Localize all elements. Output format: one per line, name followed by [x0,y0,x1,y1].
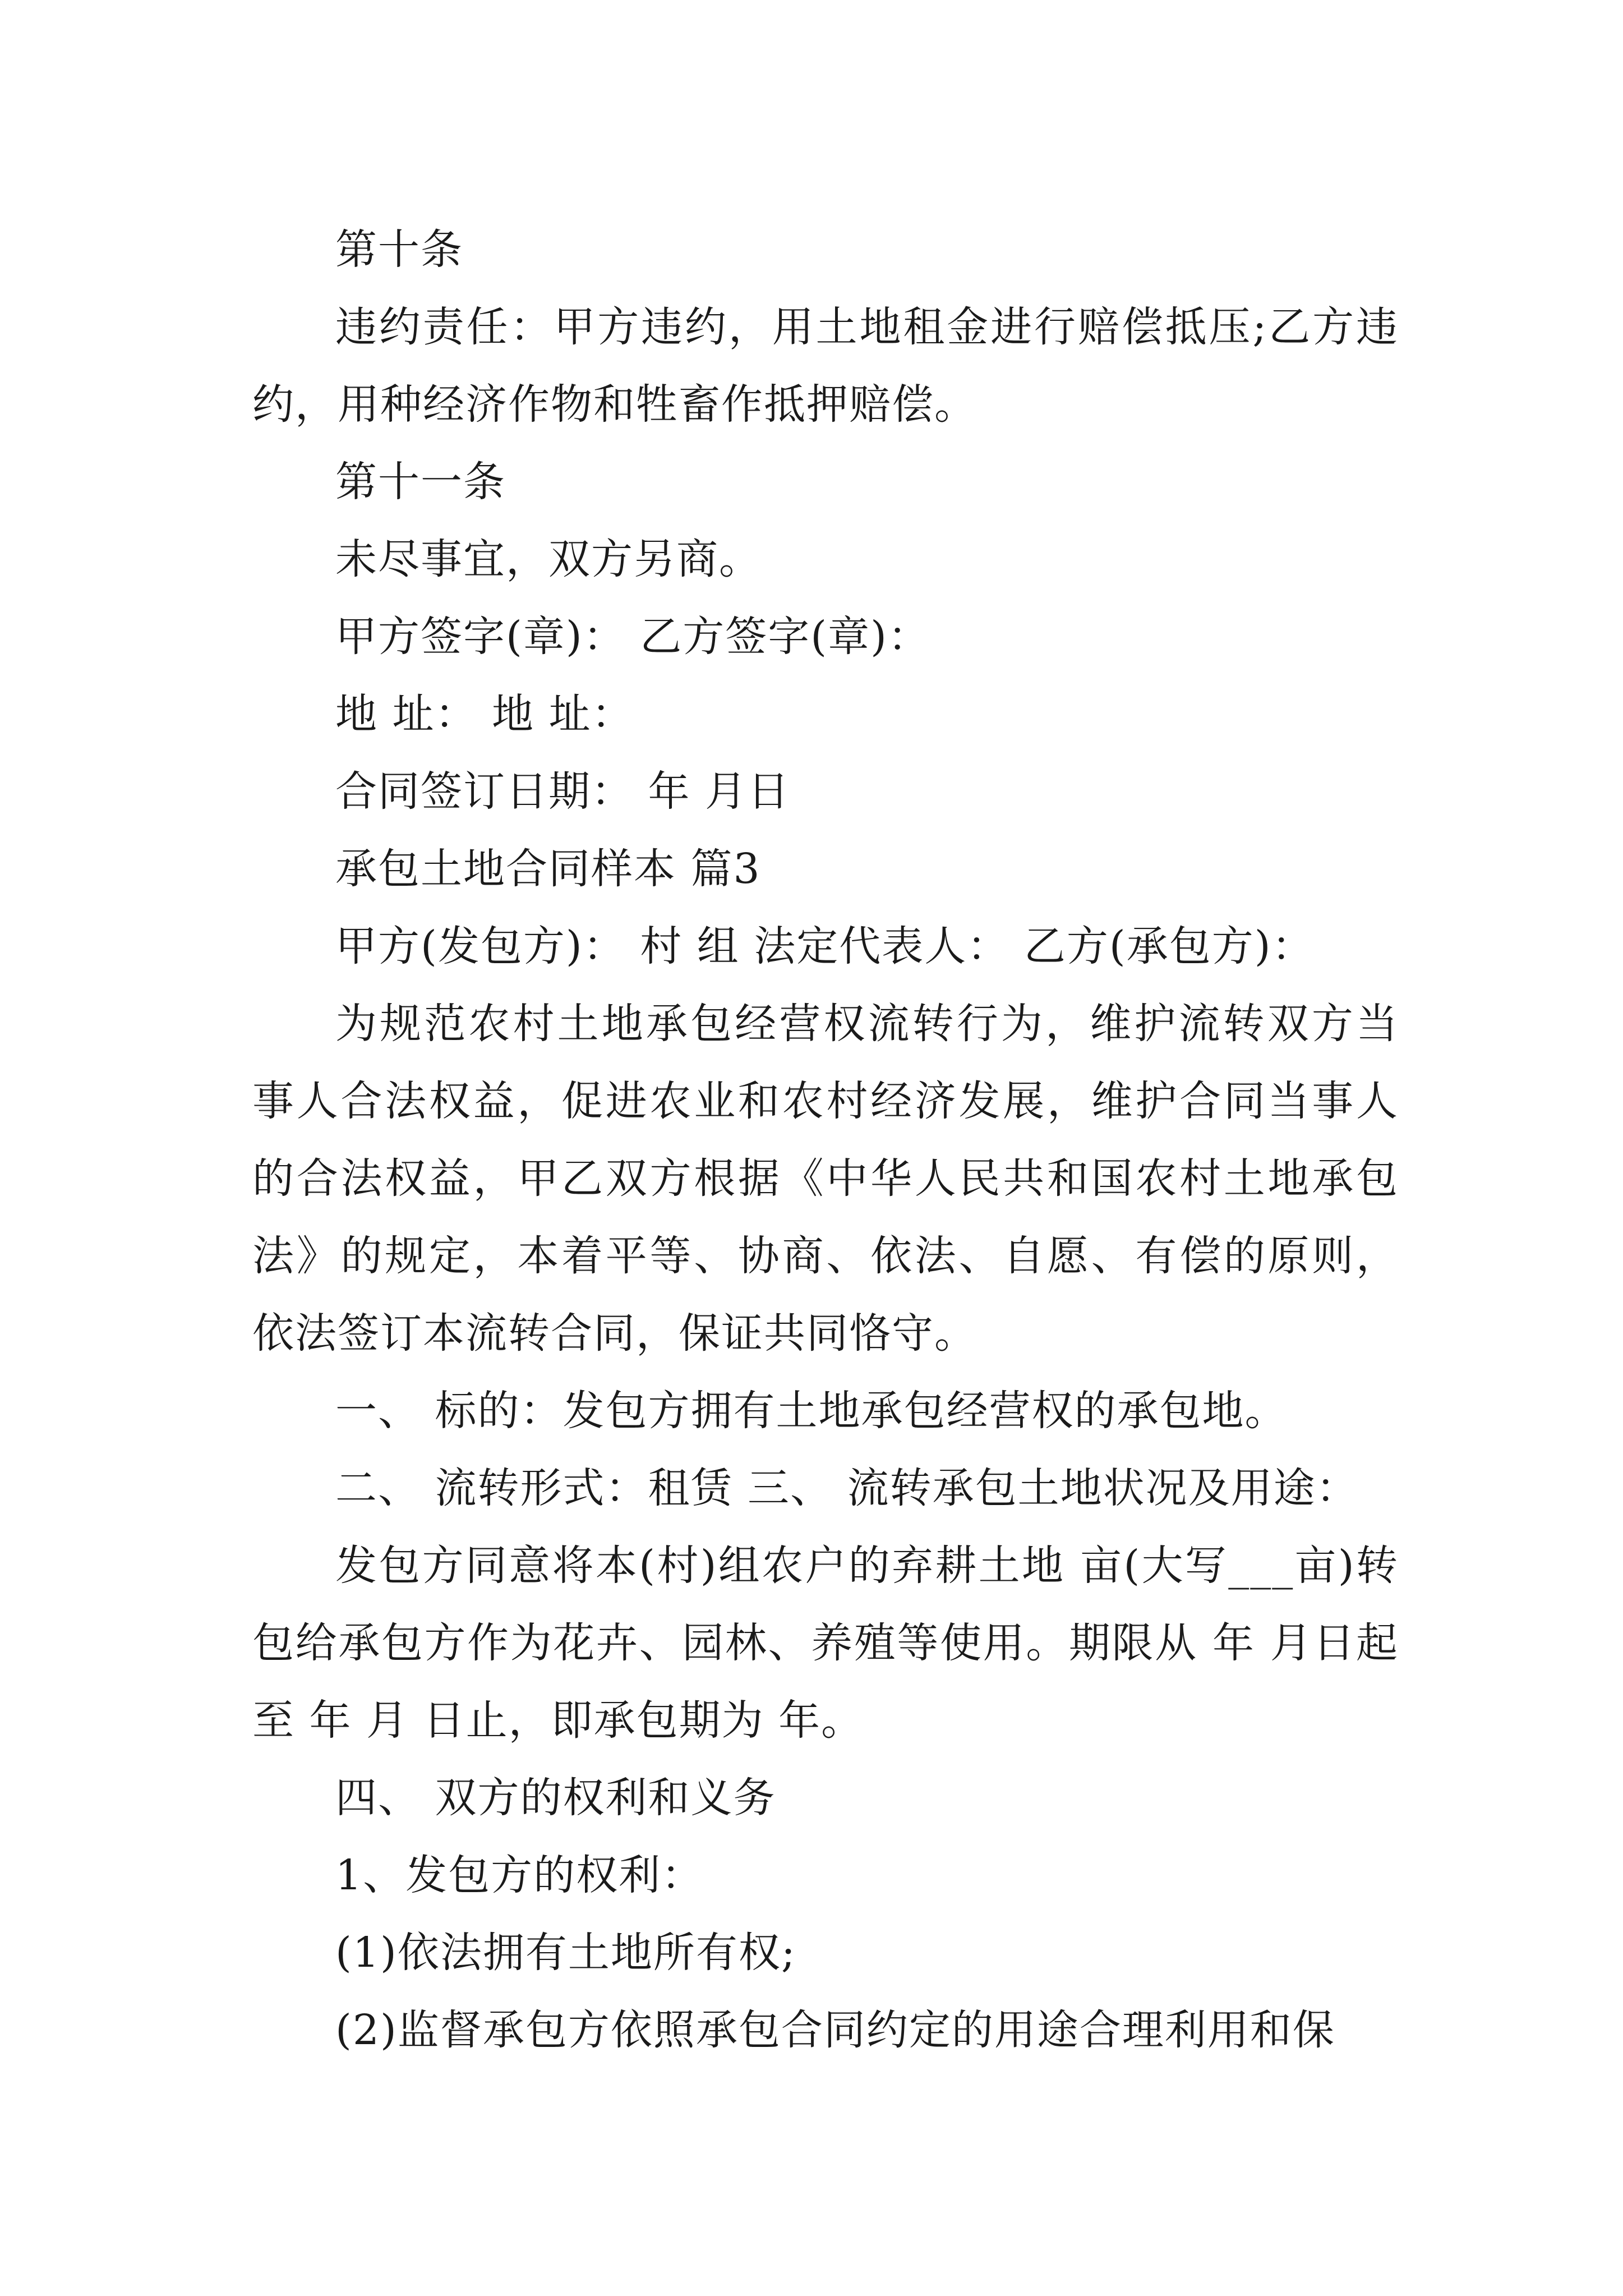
clause-4-rights-obligations: 四、 双方的权利和义务 [335,1774,776,1822]
issuer-right-1: (1)依法拥有土地所有权; [335,1929,796,1977]
preamble-paragraph: 为规范农村土地承包经营权流转行为，维护流转双方当事人合法权益，促进农业和农村经济发展，维护合同当事人的合法权益，甲乙双方根据《中华人民共和国农村土地承包法》的规定，本着平等、协商、依法、自愿、有偿的原则，依法签订本流转合同，保证共同恪守。 [252,1000,1399,1358]
address-line: 地 址： 地 址： [335,690,634,738]
signature-line: 甲方签字(章)： 乙方签字(章)： [335,613,931,661]
issuer-rights-heading: 1、发包方的权利： [335,1851,704,1899]
article-10-heading: 第十条 [335,226,463,274]
section-title: 承包土地合同样本 篇3 [335,845,761,893]
clause-1-subject: 一、 标的：发包方拥有土地承包经营权的承包地。 [335,1387,1288,1435]
land-transfer-paragraph: 发包方同意将本(村)组农户的弃耕土地 亩(大写___亩)转包给承包方作为花卉、园林、养殖等使用。期限从 年 月日起至 年 月 日止，即承包期为 年。 [252,1542,1399,1745]
article-11-heading: 第十一条 [335,458,506,506]
issuer-right-2: (2)监督承包方依照承包合同约定的用途合理利用和保 [335,2006,1335,2054]
parties-line: 甲方(发包方)： 村 组 法定代表人： 乙方(承包方)： [335,922,1315,970]
breach-liability-paragraph: 违约责任：甲方违约，用土地租金进行赔偿抵压;乙方违约，用种经济作物和牲畜作抵押赔偿。 [252,303,1399,429]
clause-2-3-form-and-use: 二、 流转形式：租赁 三、 流转承包土地状况及用途： [335,1464,1359,1512]
other-matters-paragraph: 未尽事宜，双方另商。 [335,535,762,583]
signing-date-line: 合同签订日期： 年 月日 [335,767,791,816]
document-body [252,211,1399,2069]
